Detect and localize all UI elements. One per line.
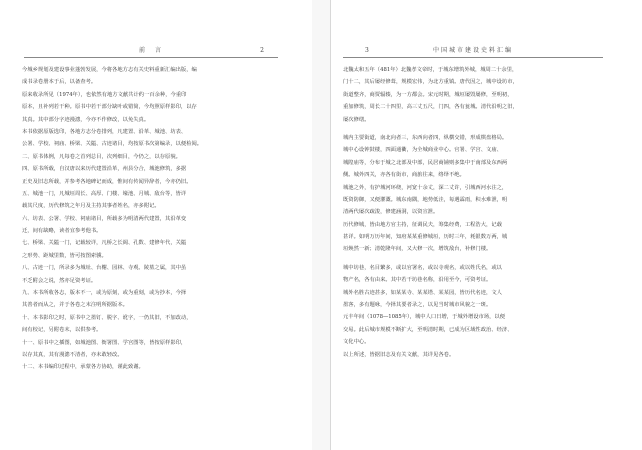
text-line: 街道整齐，商贾辐辏，为一方都会。宋元时期，城垣屡毁屡修，至明初， [343, 91, 513, 98]
text-line: 屡次修缮。 [343, 116, 370, 123]
text-line: 物产名，各有由来。其中若干坊巷名称，沿用至今，可资考证。 [343, 277, 492, 284]
text-line: 成书录卷册本于后，以备查考。 [22, 79, 97, 86]
text-line: 交易。此后城市规模不断扩大，至明清时期，已成为区域性政治、经济、 [343, 326, 513, 333]
text-line: 原本，且补列若干种。原书中若干部分缺叶或错简，今均照原样影印，以存 [22, 104, 197, 111]
text-line: 以存其真，其有漫漶不清者，亦未敢轻改。 [22, 351, 123, 358]
text-line: 北魏太和五年（481年）北魏孝文帝时，于城东增筑外城，城周二十余里， [343, 67, 518, 73]
text-line: 门十二，其后屡经修葺，规模宏伟，为北方重镇。唐代因之，城中设坊市， [343, 79, 518, 86]
text-line: 九、本书所收各志，版本不一，或为原刻，或为重刻，或为抄本，今择 [22, 290, 187, 297]
text-line: 其善者而从之，并于各卷之末注明所据版本。 [22, 302, 128, 309]
text-line: 以上所述，皆据旧志及有关文献，其详见各卷。 [343, 351, 455, 358]
text-line: 城外名胜古迹甚多，如某某寺、某某塔、某某园，皆历代名迹，文人 [343, 289, 502, 296]
text-line: 二、原书体例，凡每卷之首列总目，次列细目，今仍之，以存原貌。 [22, 153, 181, 160]
text-line: 城中坊巷，名目繁多，或以官署名，或以寺观名，或以姓氏名，或以 [343, 264, 502, 271]
text-line: 重加修筑，周长二十四里，高三丈五尺，门四，各有瓮城。清代沿明之旧， [343, 104, 518, 111]
text-line: 文化中心。 [343, 339, 370, 346]
text-line: 侧。城外四关，亦各有街市，商旅往来，络绎不绝。 [343, 172, 465, 179]
text-line: 六、坊表、公署、学校、祠庙诸目，所载多为明清两代建置，其沿革变 [22, 215, 187, 222]
text-line: 之形势、距城里数，皆可按图索骥。 [22, 252, 107, 259]
text-line: 其真。其中部分字迹漫漶，今亦不作修改，以免失真。 [22, 116, 150, 123]
text-line: 城中心设钟鼓楼，四面通衢，为全城商业中心。官署、学宫、文庙、 [343, 147, 502, 154]
right-page-number: 3 [365, 47, 369, 54]
left-running-head [24, 45, 278, 58]
text-line: 十一、原书中之插图，如城池图、衙署图、学宫图等，皆按原样影印， [22, 339, 187, 346]
text-line: 公署、学校、祠庙、桥梁、关隘、古迹诸目，均按原书次第编录，以便检阅。 [22, 141, 203, 148]
text-line: 十、本书影印之时，原书中之墨钉、脱字、讹字，一仍其旧，不加改动， [22, 314, 192, 321]
text-line: 本书依据原版选印，各地方志分卷排列，凡建置、沿革、城池、坊表、 [22, 128, 187, 135]
text-line: 原来收录所见（1974年），也依然有地方文献共计约一百余种，今重印 [22, 91, 187, 98]
text-line: 甚详。如明万历年间，知府某某重修城垣，历时三年，耗银数万两，城 [343, 234, 508, 241]
right-page-body [343, 64, 609, 361]
text-line: 间有校记，另附卷末，以供参考。 [22, 327, 102, 334]
text-line: 城内主要街道，南北向者三，东西向者四，纵横交错，形成棋盘格局。 [343, 134, 508, 141]
text-line: 不乏附会之说，然亦足资考证。 [22, 277, 97, 284]
text-line: 墨客，多有题咏，今择其要者录之，以见当时城市风貌之一斑。 [343, 302, 492, 309]
text-line: 五、城池一门，凡城垣周长、高厚、门楼、壕池、月城、敌台等，皆详 [22, 190, 187, 197]
right-running-head [343, 45, 603, 58]
text-line: 载其尺度，历代修筑之年月及主持其事者姓名，亦多附记。 [22, 203, 160, 210]
text-line: 八、古迹一门，所录多为城址、台榭、园林、寺观、陵墓之属，其中虽 [22, 265, 187, 272]
text-line: 四、原书所载，自汉唐以来历代建置沿革，州县分合，城池修筑，多据 [22, 166, 187, 173]
text-line: 垣焕然一新；清乾隆年间，又大修一次，增筑敌台，补修门楼。 [343, 246, 492, 253]
text-line: 正史及旧志所载，并参考各地碑记而成，惟间有传闻异辞者，今亦仍旧。 [22, 178, 192, 185]
text-line: 七、桥梁、关隘一门，记载较详，凡桥之长阔、孔数、建修年代，关隘 [22, 240, 187, 247]
text-line: 十二、本书编印过程中，承蒙各方协助，谨此致谢。 [22, 364, 144, 371]
left-page-body [22, 64, 286, 374]
left-running-head-title: 前 言 [138, 47, 163, 54]
text-line: 城池之外，有护城河环绕，河宽十余丈，深二丈许，引城西河水注之， [343, 184, 508, 191]
left-page-number: 2 [260, 47, 264, 54]
text-line: 历代修城，皆由地方官主持，征调民夫，筹集经费，工程浩大，记载 [343, 221, 502, 228]
page-gutter [312, 0, 330, 450]
text-line: 清两代屡次疏浚，修建涵洞，以资宣泄。 [343, 209, 439, 216]
right-page [330, 0, 642, 450]
text-line: 城隍庙等，分布于城之北部及中部，民居商铺则多集中于南部及东西两 [343, 159, 508, 166]
text-line: 既资防御，又便灌溉。城东南隅，地势低洼，每遇霖雨，积水难泄，明 [343, 196, 508, 203]
text-line: 元丰年间（1078—1085年），城中人口日增，于城外增设市场，以便 [343, 314, 506, 321]
left-page [0, 0, 313, 450]
text-line: 今城乡规划及建设事业蓬勃发展，今将各地方志有关史料重新汇编出版，编 [22, 67, 197, 73]
right-running-head-title: 中国城市建设史料汇编 [432, 47, 513, 54]
text-line: 迁，间有缺略，读者宜参考他书。 [22, 228, 102, 235]
